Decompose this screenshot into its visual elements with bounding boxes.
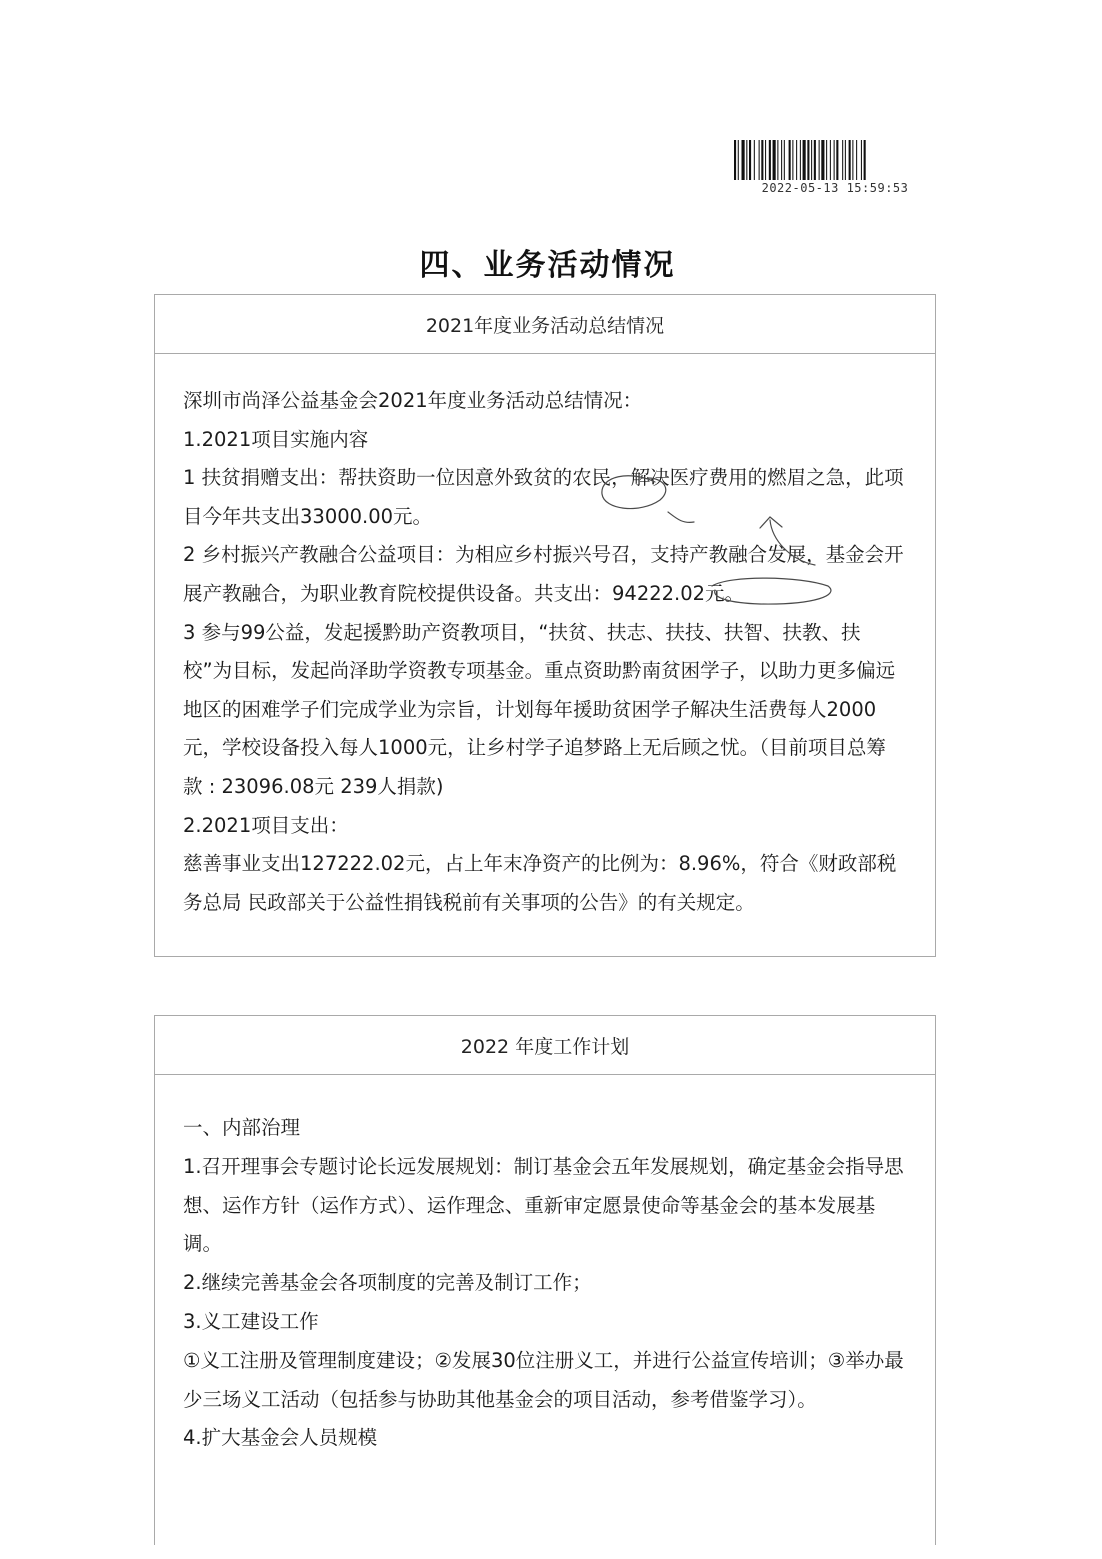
scan-timestamp: 2022-05-13 15:59:53: [761, 181, 909, 195]
plan-section: [154, 1015, 936, 1545]
summary-paragraph: 2.2021项目支出：: [183, 813, 349, 837]
summary-paragraph: 3 参与99公益，发起援黔助产资教项目，“扶贫、扶志、扶技、扶智、扶教、扶校”为目标，发起尚泽助学资教专项基金。重点资助黔南贫困学子，以助力更多偏远地区的困难学子们完成学业为宗旨，计划每年援助贫困学子解决生活费每人2000元，学校设备投入每人1000元，让乡村学子追梦路上无后顾之忧。（目前项目总筹款 : 23096.08元 239人捐款): [183, 620, 896, 798]
summary-section-body: [155, 354, 935, 922]
summary-section: [154, 294, 936, 957]
plan-section-title: 2022 年度工作计划: [155, 1016, 935, 1075]
summary-paragraph: 1 扶贫捐赠支出：帮扶资助一位因意外致贫的农民，解决医疗费用的燃眉之急，此项目今年共支出33000.00元。: [183, 466, 904, 528]
plan-paragraph: 3.义工建设工作: [183, 1309, 319, 1333]
plan-paragraph: 2.继续完善基金会各项制度的完善及制订工作；: [183, 1271, 592, 1295]
plan-section-body: [155, 1075, 935, 1458]
summary-paragraph: 深圳市尚泽公益基金会2021年度业务活动总结情况：: [183, 389, 643, 412]
summary-paragraph: 慈善事业支出127222.02元，占上年末净资产的比例为：8.96%，符合《财政部税务总局 民政部关于公益性捐钱税前有关事项的公告》的有关规定。: [183, 852, 897, 914]
plan-paragraph: 1.召开理事会专题讨论长远发展规划：制订基金会五年发展规划，确定基金会指导思想、运作方针（运作方式）、运作理念、重新审定愿景使命等基金会的基本发展基调。: [183, 1154, 904, 1256]
plan-paragraph: 4.扩大基金会人员规模: [183, 1426, 378, 1450]
plan-paragraph: ①义工注册及管理制度建设；②发展30位注册义工，并进行公益宣传培训；③举办最少三场义工活动（包括参与协助其他基金会的项目活动，参考借鉴学习）。: [183, 1348, 904, 1411]
barcode: [733, 140, 936, 180]
summary-paragraph: 1.2021项目实施内容: [183, 427, 369, 451]
plan-paragraph: 一、内部治理: [183, 1116, 301, 1139]
summary-paragraph: 2 乡村振兴产教融合公益项目：为相应乡村振兴号召，支持产教融合发展，基金会开展产教融合，为职业教育院校提供设备。共支出：94222.02元。: [183, 543, 904, 605]
page-title: 四、业务活动情况: [419, 248, 676, 283]
summary-section-title: 2021年度业务活动总结情况: [155, 295, 935, 354]
